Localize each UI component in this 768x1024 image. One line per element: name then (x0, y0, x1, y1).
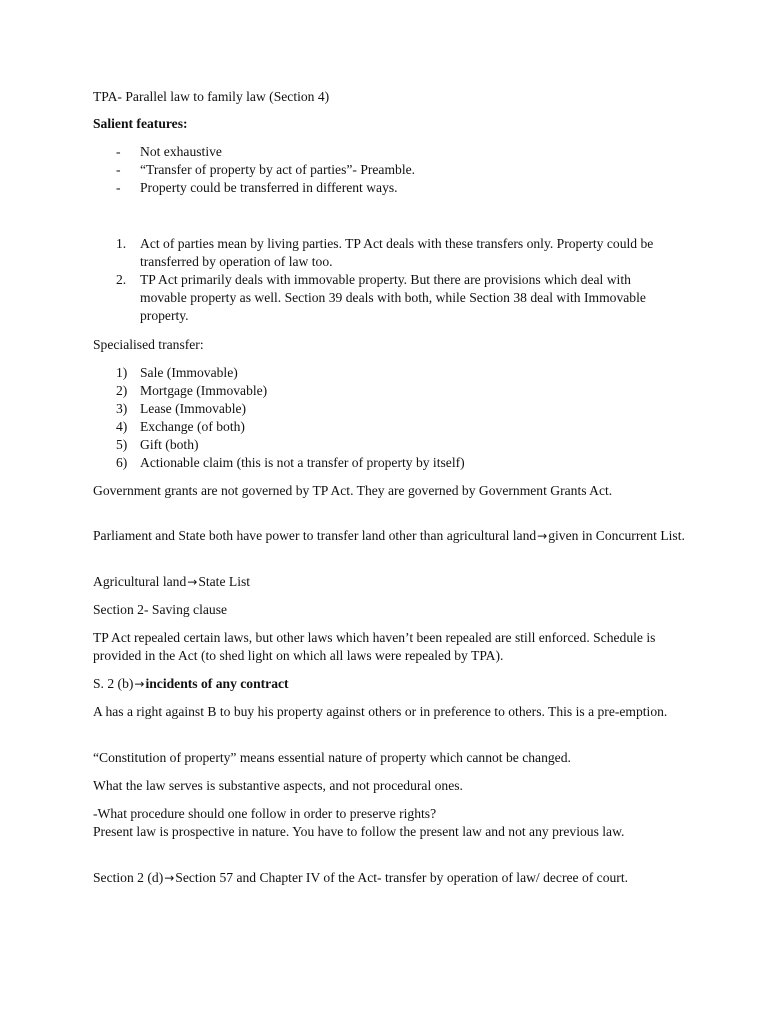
paragraph-text: Parliament and State both have power to transfer land other than agricultural land (93, 528, 537, 543)
arrow-icon: → (187, 575, 198, 589)
bullet-text: “Transfer of property by act of parties”- Preamble. (140, 162, 416, 177)
paragraph-repealed: TP Act repealed certain laws, but other laws which haven’t been repealed are still enforced. Schedule is provided in the Act (to shed light on which all laws were repealed by TPA). (93, 630, 656, 663)
list-item-text: Sale (Immovable) (140, 365, 238, 380)
paragraph-s2d (93, 869, 688, 887)
paragraph-s2b (93, 675, 688, 693)
title-line: TPA- Parallel law to family law (Section 4) (93, 89, 330, 104)
paragraph-govt-grants: Government grants are not governed by TP Act. They are governed by Government Grants Act. (93, 483, 613, 498)
specialised-heading: Specialised transfer: (93, 337, 204, 352)
list-item-text: Lease (Immovable) (140, 401, 247, 416)
bullet-marker: - (116, 162, 121, 177)
paragraph-section2: Section 2- Saving clause (93, 602, 228, 617)
bullet-marker: - (116, 180, 121, 195)
bullet-marker: - (116, 144, 121, 159)
list-number: 2) (116, 383, 128, 398)
list-item-text: Actionable claim (this is not a transfer of property by itself) (140, 455, 465, 470)
list-number: 2. (116, 272, 127, 287)
salient-heading: Salient features: (93, 116, 188, 131)
bullet-text: Not exhaustive (140, 144, 222, 159)
paragraph-substantive: What the law serves is substantive aspects, and not procedural ones. (93, 778, 463, 793)
arrow-icon: → (164, 871, 175, 885)
list-item-text: Gift (both) (140, 437, 199, 452)
paragraph-text: Section 57 and Chapter IV of the Act- transfer by operation of law/ decree of court. (175, 870, 629, 885)
arrow-icon: → (134, 677, 145, 691)
paragraph-text: S. 2 (b) (93, 676, 134, 691)
paragraph-prospective: Present law is prospective in nature. You have to follow the present law and not any previous law. (93, 824, 625, 839)
paragraph-procedure-question: -What procedure should one follow in order to preserve rights? (93, 806, 437, 821)
paragraph-text: Agricultural land (93, 574, 187, 589)
list-item-text: Mortgage (Immovable) (140, 383, 268, 398)
paragraph-constitution: “Constitution of property” means essential nature of property which cannot be changed. (93, 750, 571, 765)
list-item-text: TP Act primarily deals with immovable property. But there are provisions which deal with movable property as well. Section 39 deals with both, while Section 38 deal with Immovable property. (140, 272, 646, 323)
paragraph-text: Section 2 (d) (93, 870, 164, 885)
list-number: 5) (116, 437, 128, 452)
list-number: 1. (116, 236, 127, 251)
list-item-text: Act of parties mean by living parties. TP Act deals with these transfers only. Property could be transferred by operation of law too. (140, 236, 654, 269)
paragraph-parliament (93, 527, 688, 545)
paragraph-text: given in Concurrent List. (548, 528, 685, 543)
list-number: 3) (116, 401, 128, 416)
arrow-icon: → (537, 529, 548, 543)
list-number: 6) (116, 455, 128, 470)
emphasis-text: incidents of any contract (145, 676, 289, 691)
paragraph-agricultural (93, 573, 688, 591)
list-number: 1) (116, 365, 128, 380)
list-item-text: Exchange (of both) (140, 419, 245, 434)
bullet-text: Property could be transferred in different ways. (140, 180, 398, 195)
paragraph-preemption: A has a right against B to buy his property against others or in preference to others. This is a pre-emption. (93, 704, 668, 719)
paragraph-text: State List (198, 574, 251, 589)
list-number: 4) (116, 419, 128, 434)
